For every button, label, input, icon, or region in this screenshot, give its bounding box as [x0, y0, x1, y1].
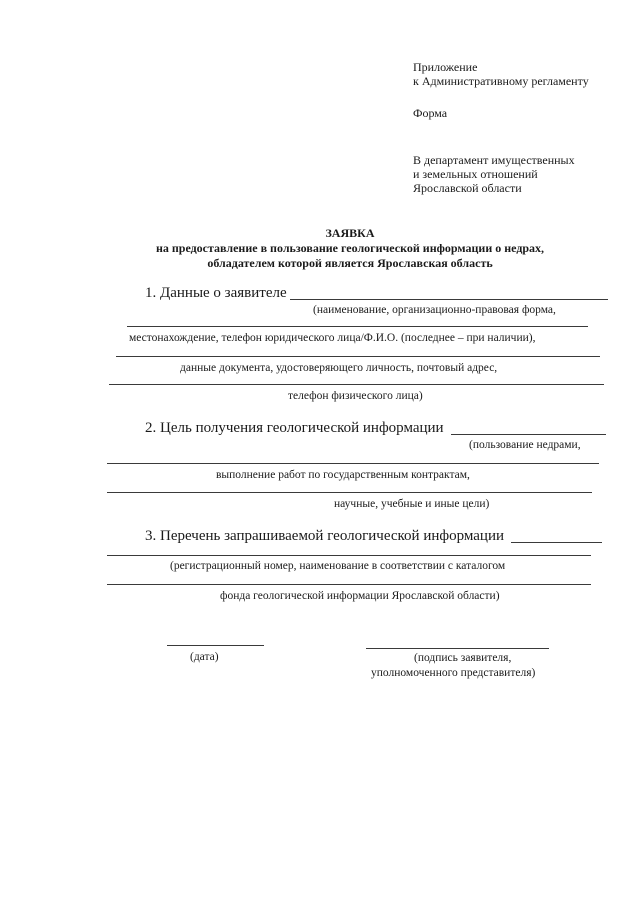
date-caption: (дата)	[190, 651, 219, 663]
purpose-field-line-2[interactable]	[107, 463, 599, 464]
appendix-label: Приложение	[413, 60, 478, 74]
info-list-field-line-3[interactable]	[107, 584, 591, 585]
info-list-field-line-2[interactable]	[107, 555, 591, 556]
section3-hint-2: фонда геологической информации Ярославской области)	[220, 590, 500, 602]
purpose-field-line-1[interactable]	[451, 434, 606, 435]
document-subtitle-1: на предоставление в пользование геологической информации о недрах,	[155, 241, 545, 255]
signature-caption-2: уполномоченного представителя)	[371, 667, 536, 679]
info-list-field-line-1[interactable]	[511, 542, 602, 543]
document-title: ЗАЯВКА	[325, 226, 375, 240]
signature-caption-1: (подпись заявителя,	[414, 652, 512, 664]
document-subtitle-2: обладателем которой является Ярославская область	[207, 256, 493, 270]
applicant-field-line-2[interactable]	[127, 326, 588, 327]
applicant-field-line-4[interactable]	[109, 384, 604, 385]
addressee-line-2: и земельных отношений	[413, 167, 538, 181]
section1-hint-1: (наименование, организационно-правовая форма,	[313, 304, 556, 316]
section3-label: 3. Перечень запрашиваемой геологической информации	[145, 528, 505, 544]
addressee-line-3: Ярославской области	[413, 181, 522, 195]
section1-hint-3: данные документа, удостоверяющего личность, почтовый адрес,	[180, 362, 498, 374]
date-field-line[interactable]	[167, 645, 264, 646]
applicant-field-line-3[interactable]	[116, 356, 600, 357]
section1-hint-4: телефон физического лица)	[288, 390, 423, 402]
addressee-line-1: В департамент имущественных	[413, 153, 575, 167]
applicant-field-line-1[interactable]	[290, 299, 608, 300]
section2-hint-2: выполнение работ по государственным контрактам,	[216, 469, 470, 481]
section2-hint-1: (пользование недрами,	[469, 439, 581, 451]
signature-field-line[interactable]	[366, 648, 549, 649]
section3-hint-1: (регистрационный номер, наименование в соответствии с каталогом	[170, 560, 506, 572]
section1-hint-2: местонахождение, телефон юридического лица/Ф.И.О. (последнее – при наличии),	[129, 332, 536, 344]
section2-label: 2. Цель получения геологической информации	[145, 420, 444, 436]
section2-hint-3: научные, учебные и иные цели)	[334, 498, 490, 510]
section1-label: 1. Данные о заявителе	[145, 285, 287, 301]
regulation-label: к Административному регламенту	[413, 74, 589, 88]
form-label: Форма	[413, 106, 448, 120]
purpose-field-line-3[interactable]	[107, 492, 592, 493]
